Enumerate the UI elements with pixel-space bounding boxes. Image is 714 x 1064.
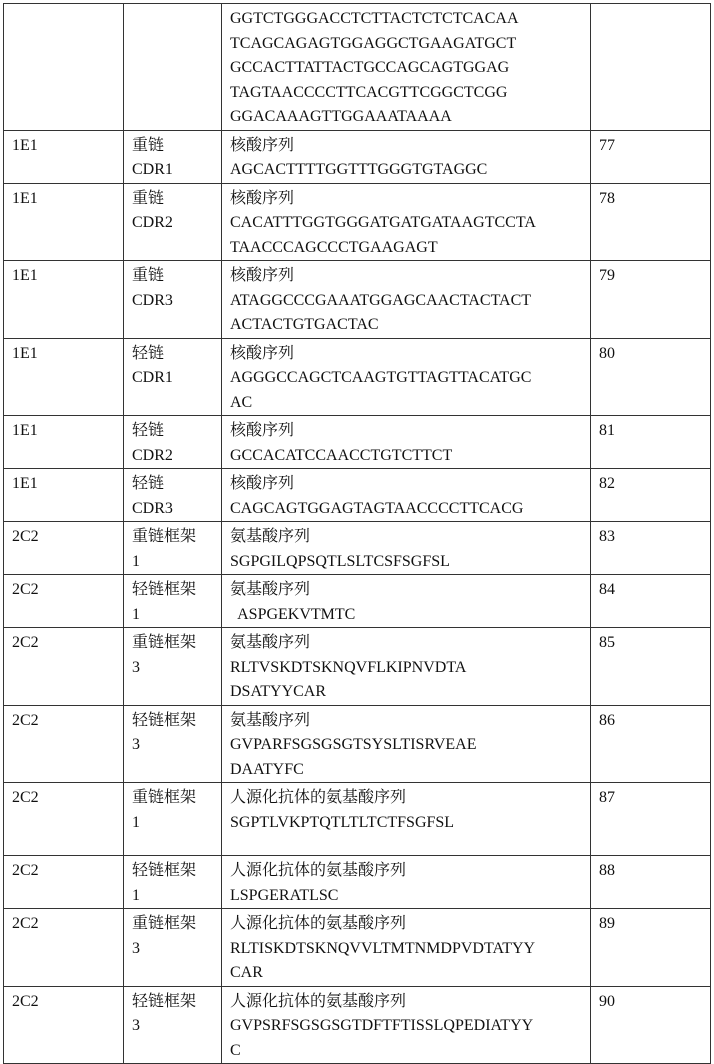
sequence-text: LSPGERATLSC: [230, 886, 339, 904]
seq-id-cell: [591, 575, 711, 628]
clone-cell: [4, 522, 124, 575]
sequence-cell: [222, 261, 591, 339]
table-row: [4, 4, 711, 131]
region-label: 重链框架: [132, 789, 197, 806]
region-cell: [124, 986, 222, 1064]
region-label: 轻链框架: [132, 862, 197, 879]
seq-id-number: 90: [599, 992, 615, 1010]
clone-name: 1E1: [12, 136, 38, 154]
sequence-text: RLTISKDTSKNQVVLTMTNMDPVDTATYY: [230, 939, 536, 957]
sequence-type-label: 氨基酸序列: [230, 528, 311, 545]
region-cell: [124, 183, 222, 261]
seq-id-number: 78: [599, 189, 615, 207]
seq-id-number: 80: [599, 344, 615, 362]
sequence-type-label: 人源化抗体的氨基酸序列: [230, 915, 407, 932]
sequence-type-label: 氨基酸序列: [230, 634, 311, 651]
clone-name: 2C2: [12, 581, 39, 598]
clone-name: 1E1: [12, 267, 38, 284]
clone-name: 2C2: [12, 711, 39, 729]
sequence-text: DAATYFC: [230, 760, 304, 778]
sequence-text: GGACAAAGTTGGAAATAAAA: [230, 108, 452, 125]
region-label: CDR3: [132, 291, 173, 309]
clone-name: 2C2: [12, 528, 39, 545]
seq-id-cell: [591, 469, 711, 522]
region-cell: [124, 4, 222, 131]
region-cell: [124, 130, 222, 183]
region-label: 3: [132, 658, 140, 676]
clone-cell: [4, 183, 124, 261]
sequence-text: AGCACTTTTGGTTTGGGTGTAGGC: [230, 161, 488, 178]
clone-cell: [4, 986, 124, 1064]
seq-id-cell: [591, 856, 711, 909]
sequence-cell: [222, 909, 591, 987]
sequence-cell: [222, 469, 591, 522]
sequence-type-label: 人源化抗体的氨基酸序列: [230, 789, 407, 806]
sequence-text: DSATYYCAR: [230, 683, 327, 700]
sequence-type-label: 氨基酸序列: [230, 711, 311, 729]
table-row: [4, 469, 711, 522]
seq-id-number: 77: [599, 136, 615, 154]
seq-id-cell: [591, 338, 711, 416]
region-label: 1: [132, 886, 140, 904]
seq-id-number: 82: [599, 475, 615, 492]
sequence-text: GVPARFSGSGSGTSYSLTISRVEAE: [230, 736, 477, 753]
region-cell: [124, 575, 222, 628]
sequence-text: GVPSRFSGSGSGTDFTFTISSLQPEDIATYY: [230, 1017, 534, 1034]
clone-cell: [4, 416, 124, 469]
clone-name: 2C2: [12, 992, 39, 1010]
sequence-text: GGTCTGGGACCTCTTACTCTCTCACAA: [230, 10, 519, 27]
table-row: [4, 338, 711, 416]
sequence-text: TAACCCAGCCCTGAAGAGT: [230, 238, 438, 256]
region-label: 重链: [132, 136, 165, 154]
table-row: [4, 783, 711, 856]
region-cell: [124, 469, 222, 522]
sequence-text: AC: [230, 393, 253, 411]
sequence-text: ATAGGCCCGAAATGGAGCAACTACTACT: [230, 291, 532, 309]
sequence-text: CAGCAGTGGAGTAGTAACCCCTTCACG: [230, 499, 524, 517]
clone-name: 1E1: [12, 344, 38, 362]
seq-id-number: 83: [599, 528, 615, 545]
clone-cell: [4, 4, 124, 131]
seq-id-number: 86: [599, 711, 615, 729]
clone-cell: [4, 705, 124, 783]
clone-name: 1E1: [12, 422, 38, 439]
sequence-text: SGPTLVKPTQTLTLTCTFSGFSL: [230, 813, 455, 831]
seq-id-cell: [591, 183, 711, 261]
table-row: [4, 575, 711, 628]
region-cell: [124, 261, 222, 339]
sequence-cell: [222, 986, 591, 1064]
region-cell: [124, 416, 222, 469]
region-label: 1: [132, 605, 140, 623]
clone-cell: [4, 856, 124, 909]
region-cell: [124, 783, 222, 856]
clone-cell: [4, 338, 124, 416]
seq-id-number: 84: [599, 581, 615, 598]
clone-name: 2C2: [12, 789, 39, 806]
sequence-cell: [222, 575, 591, 628]
region-cell: [124, 628, 222, 706]
clone-cell: [4, 575, 124, 628]
sequence-cell: [222, 416, 591, 469]
sequence-type-label: 人源化抗体的氨基酸序列: [230, 992, 407, 1010]
sequence-table: [3, 3, 711, 1064]
seq-id-cell: [591, 261, 711, 339]
region-label: 3: [132, 939, 140, 957]
sequence-text: RLTVSKDTSKNQVFLKIPNVDTA: [230, 658, 467, 676]
sequence-cell: [222, 628, 591, 706]
region-label: 重链框架: [132, 528, 197, 545]
clone-cell: [4, 628, 124, 706]
sequence-type-label: 氨基酸序列: [230, 581, 311, 598]
clone-cell: [4, 261, 124, 339]
clone-cell: [4, 469, 124, 522]
seq-id-cell: [591, 416, 711, 469]
seq-id-cell: [591, 909, 711, 987]
sequence-cell: [222, 4, 591, 131]
sequence-type-label: 核酸序列: [230, 344, 295, 362]
region-label: 轻链框架: [132, 581, 197, 598]
region-label: CDR2: [132, 214, 173, 231]
clone-cell: [4, 783, 124, 856]
region-label: CDR3: [132, 499, 173, 517]
seq-id-number: 85: [599, 634, 615, 651]
region-label: 重链: [132, 267, 165, 284]
table-row: [4, 628, 711, 706]
region-cell: [124, 856, 222, 909]
sequence-type-label: 核酸序列: [230, 189, 295, 207]
region-label: 轻链: [132, 344, 165, 362]
clone-name: 2C2: [12, 862, 39, 879]
seq-id-number: 87: [599, 789, 615, 806]
sequence-cell: [222, 705, 591, 783]
sequence-text: GCCACATCCAACCTGTCTTCT: [230, 446, 453, 464]
table-row: [4, 522, 711, 575]
clone-name: 2C2: [12, 915, 39, 932]
seq-id-cell: [591, 986, 711, 1064]
clone-cell: [4, 909, 124, 987]
sequence-cell: [222, 130, 591, 183]
clone-name: 1E1: [12, 475, 38, 492]
sequence-text: C: [230, 1041, 241, 1059]
region-label: 重链框架: [132, 915, 197, 932]
clone-name: 1E1: [12, 189, 38, 207]
sequence-text: GCCACTTATTACTGCCAGCAGTGGAG: [230, 59, 510, 76]
sequence-cell: [222, 522, 591, 575]
region-label: 1: [132, 813, 140, 831]
sequence-text: AGGGCCAGCTCAAGTGTTAGTTACATGC: [230, 369, 532, 386]
sequence-cell: [222, 856, 591, 909]
seq-id-number: 81: [599, 422, 615, 439]
seq-id-number: 79: [599, 267, 615, 284]
sequence-type-label: 核酸序列: [230, 475, 295, 492]
seq-id-cell: [591, 4, 711, 131]
sequence-cell: [222, 338, 591, 416]
region-label: 1: [132, 552, 140, 570]
region-cell: [124, 705, 222, 783]
clone-cell: [4, 130, 124, 183]
sequence-type-label: 核酸序列: [230, 136, 295, 154]
table-row: [4, 986, 711, 1064]
sequence-table-body: [4, 4, 711, 1064]
sequence-text: ACTACTGTGACTAC: [230, 316, 379, 333]
sequence-type-label: 核酸序列: [230, 267, 295, 284]
seq-id-cell: [591, 783, 711, 856]
sequence-text: CACATTTGGTGGGATGATGATAAGTCCTA: [230, 214, 536, 231]
region-label: CDR2: [132, 446, 173, 464]
sequence-type-label: 核酸序列: [230, 422, 295, 439]
table-row: [4, 130, 711, 183]
region-label: 轻链框架: [132, 711, 197, 729]
sequence-cell: [222, 183, 591, 261]
sequence-text: SGPGILQPSQTLSLTCSFSGFSL: [230, 552, 450, 570]
region-cell: [124, 338, 222, 416]
sequence-type-label: 人源化抗体的氨基酸序列: [230, 862, 407, 879]
seq-id-cell: [591, 705, 711, 783]
seq-id-cell: [591, 522, 711, 575]
sequence-text: TAGTAACCCCTTCACGTTCGGCTCGG: [230, 83, 508, 101]
sequence-text: CAR: [230, 964, 263, 981]
table-row: [4, 909, 711, 987]
seq-id-cell: [591, 130, 711, 183]
table-row: [4, 856, 711, 909]
seq-id-number: 88: [599, 862, 615, 879]
table-row: [4, 705, 711, 783]
region-label: 轻链: [132, 422, 165, 439]
region-cell: [124, 909, 222, 987]
seq-id-number: 89: [599, 915, 615, 932]
clone-name: 2C2: [12, 634, 39, 651]
region-cell: [124, 522, 222, 575]
table-row: [4, 183, 711, 261]
region-label: 轻链: [132, 475, 165, 492]
table-row: [4, 416, 711, 469]
region-label: CDR1: [132, 369, 173, 386]
region-label: 重链: [132, 189, 165, 207]
sequence-cell: [222, 783, 591, 856]
region-label: 3: [132, 736, 140, 753]
table-row: [4, 261, 711, 339]
sequence-text: ASPGEKVTMTC: [230, 605, 356, 623]
region-label: 3: [132, 1017, 140, 1034]
region-label: 重链框架: [132, 634, 197, 651]
seq-id-cell: [591, 628, 711, 706]
sequence-text: TCAGCAGAGTGGAGGCTGAAGATGCT: [230, 34, 517, 52]
region-label: CDR1: [132, 161, 173, 178]
region-label: 轻链框架: [132, 992, 197, 1010]
